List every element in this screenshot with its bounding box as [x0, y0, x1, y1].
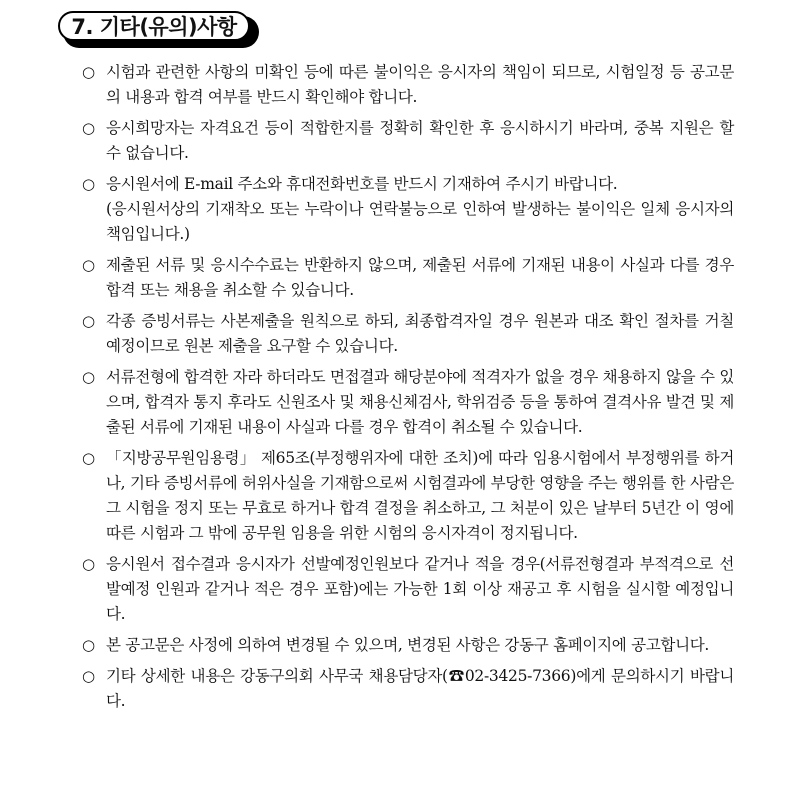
notice-item-5	[82, 309, 734, 359]
notice-text: 응시원서 접수결과 응시자가 선발예정인원보다 같거나 적을 경우(서류전형결과 부적격으로 선발예정 인원과 같거나 적은 경우 포함)에는 가능한 1회 이상 재공고 후 시험을 실시할 예정입니다.	[106, 555, 734, 623]
bullet-icon: ○	[82, 368, 95, 386]
notice-text: 응시희망자는 자격요건 등이 적합한지를 정확히 확인한 후 응시하시기 바라며, 중복 지원은 할 수 없습니다.	[106, 119, 734, 162]
notice-text: 기타 상세한 내용은 강동구의회 사무국 채용담당자(☎02-3425-7366)에게 문의하시기 바랍니다.	[106, 667, 734, 710]
notice-text: 시험과 관련한 사항의 미확인 등에 따른 불이익은 응시자의 책임이 되므로, 시험일정 등 공고문의 내용과 합격 여부를 반드시 확인해야 합니다.	[106, 63, 734, 106]
section-title: 7. 기타(유의)사항	[71, 15, 237, 39]
notice-text: 서류전형에 합격한 자라 하더라도 면접결과 해당분야에 적격자가 없을 경우 채용하지 않을 수 있으며, 합격자 통지 후라도 신원조사 및 채용신체검사, 학위검증 등을 통하여 결격사유 발견 및 제출된 서류에 기재된 내용이 사실과 다를 경우 합격이 취소될 수 있습니다.	[106, 368, 734, 436]
bullet-icon: ○	[82, 119, 95, 137]
bullet-icon: ○	[82, 449, 95, 467]
notice-item-10	[82, 664, 734, 714]
bullet-icon: ○	[82, 667, 95, 685]
notice-text: 본 공고문은 사정에 의하여 변경될 수 있으며, 변경된 사항은 강동구 홈페이지에 공고합니다.	[106, 636, 710, 654]
notice-item-7	[82, 446, 734, 546]
notice-item-9	[82, 633, 734, 658]
notice-item-2	[82, 116, 734, 166]
notice-list	[82, 60, 734, 720]
section-heading	[58, 11, 256, 47]
heading-box	[58, 11, 250, 41]
notice-text: 제출된 서류 및 응시수수료는 반환하지 않으며, 제출된 서류에 기재된 내용이 사실과 다를 경우 합격 또는 채용을 취소할 수 있습니다.	[106, 256, 734, 299]
notice-text: 「지방공무원임용령」 제65조(부정행위자에 대한 조치)에 따라 임용시험에서 부정행위를 하거나, 기타 증빙서류에 허위사실을 기재함으로써 시험결과에 부당한 영향을 주는 행위를 한 사람은 그 시험을 정지 또는 무효로 하거나 합격 결정을 취소하고, 그 처분이 있은 날부터 5년간 이 영에 따른 시험과 그 밖에 공무원 임용을 위한 시험의 응시자격이 정지됩니다.	[106, 449, 734, 542]
bullet-icon: ○	[82, 175, 95, 193]
notice-text: 각종 증빙서류는 사본제출을 원칙으로 하되, 최종합격자일 경우 원본과 대조 확인 절차를 거칠 예정이므로 원본 제출을 요구할 수 있습니다.	[106, 312, 734, 355]
notice-item-8	[82, 552, 734, 627]
bullet-icon: ○	[82, 555, 95, 573]
notice-item-6	[82, 365, 734, 440]
notice-item-4	[82, 253, 734, 303]
bullet-icon: ○	[82, 636, 95, 654]
bullet-icon: ○	[82, 312, 95, 330]
notice-item-1	[82, 60, 734, 110]
bullet-icon: ○	[82, 256, 95, 274]
notice-item-3	[82, 172, 734, 247]
notice-text: 응시원서에 E-mail 주소와 휴대전화번호를 반드시 기재하여 주시기 바랍니다.	[106, 175, 618, 193]
bullet-icon: ○	[82, 63, 95, 81]
notice-sub-note: (응시원서상의 기재착오 또는 누락이나 연락불능으로 인하여 발생하는 불이익은 일체 응시자의 책임입니다.)	[106, 200, 734, 243]
